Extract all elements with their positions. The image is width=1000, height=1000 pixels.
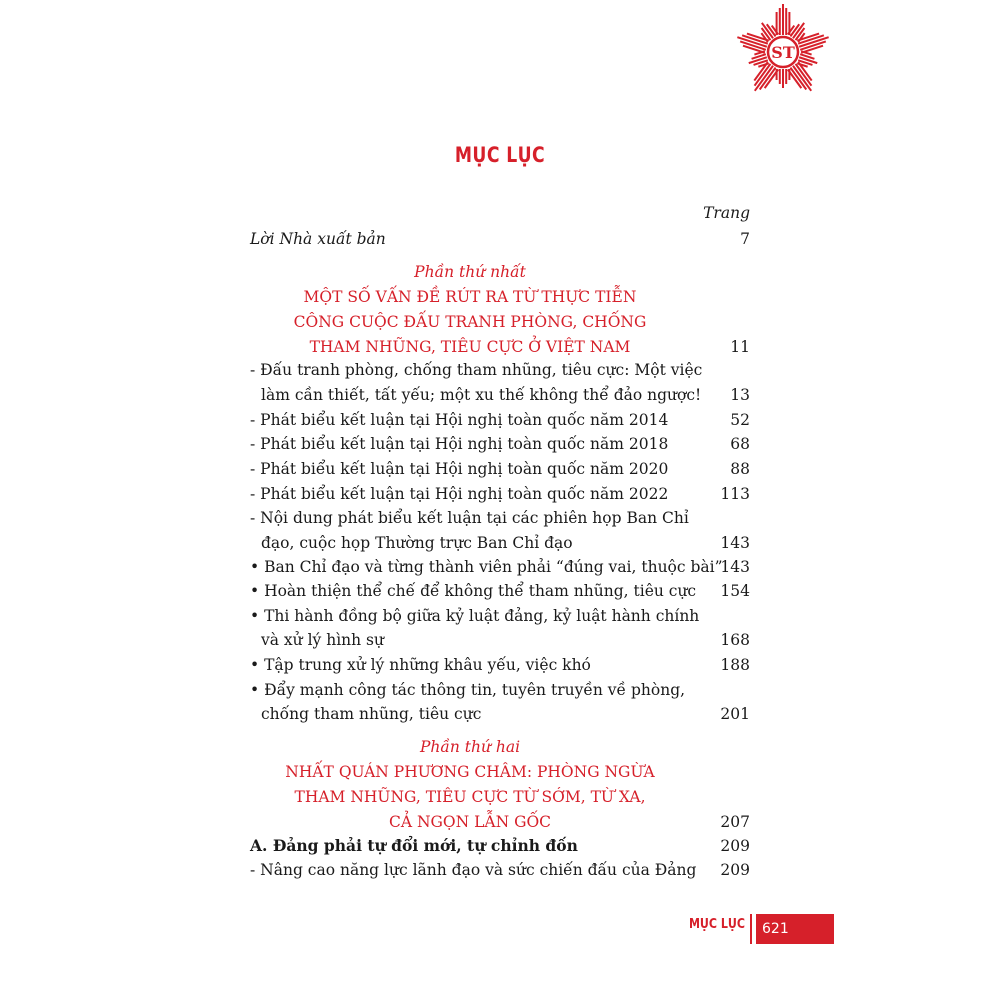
toc-entry-text: - Nội dung phát biểu kết luận tại các phiên họp Ban Chỉ	[250, 509, 689, 527]
toc-entry-page: 143	[720, 534, 750, 552]
toc-entry-page: 113	[720, 485, 750, 503]
logo-ray	[793, 66, 811, 91]
toc-entry-text: - Đấu tranh phòng, chống tham nhũng, tiêu cực: Một việc	[250, 361, 703, 379]
toc-entry-page: 143	[720, 558, 750, 576]
toc-entry-text: - Phát biểu kết luận tại Hội nghị toàn quốc năm 2020	[250, 460, 669, 478]
part-title-text: MỘT SỐ VẤN ĐỀ RÚT RA TỪ THỰC TIỄN	[303, 288, 637, 306]
footer-divider	[750, 914, 752, 944]
toc-entry-page: 207	[720, 813, 750, 831]
toc-entry-page: 88	[730, 460, 750, 478]
toc-entry-text: - Phát biểu kết luận tại Hội nghị toàn quốc năm 2018	[250, 435, 669, 453]
toc-entry-page: 188	[720, 656, 750, 674]
toc-entry-page: 154	[720, 582, 750, 600]
toc-entry-text: - Phát biểu kết luận tại Hội nghị toàn quốc năm 2014	[250, 411, 669, 429]
toc-entry-text: Lời Nhà xuất bản	[250, 230, 386, 248]
page-column-header: Trang	[703, 204, 750, 222]
toc-entry-page: 11	[730, 338, 750, 356]
page-number: 621	[762, 921, 789, 937]
part-title-text: NHẤT QUÁN PHƯƠNG CHÂM: PHÒNG NGỪA	[285, 763, 655, 781]
toc-entry-text: - Nâng cao năng lực lãnh đạo và sức chiến đấu của Đảng	[250, 861, 697, 879]
toc-entry-text: • Ban Chỉ đạo và từng thành viên phải “đúng vai, thuộc bài”	[250, 558, 723, 576]
toc-entry-page: 209	[720, 837, 750, 855]
page-title: MỤC LỤC	[454, 143, 546, 167]
toc-entry-page: 52	[730, 411, 750, 429]
toc-entry-page: 201	[720, 705, 750, 723]
page-number-badge	[756, 914, 834, 944]
toc-entry-text: làm cần thiết, tất yếu; một xu thế không thể đảo ngược!	[261, 386, 702, 404]
toc-entry-text: - Phát biểu kết luận tại Hội nghị toàn quốc năm 2022	[250, 485, 669, 503]
logo-ray	[755, 66, 773, 91]
toc-entry-text: • Đẩy mạnh công tác thông tin, tuyên truyền về phòng,	[250, 681, 686, 699]
toc-entry-page: 168	[720, 631, 750, 649]
toc-entry-page: 7	[740, 230, 750, 248]
part-title-text: CÔNG CUỘC ĐẤU TRANH PHÒNG, CHỐNG	[293, 313, 647, 331]
toc-entry-text: và xử lý hình sự	[261, 631, 384, 649]
part-title-text: THAM NHŨNG, TIÊU CỰC Ở VIỆT NAM	[309, 338, 631, 356]
toc-entry-text: • Tập trung xử lý những khâu yếu, việc khó	[250, 656, 591, 674]
part-title-text: CẢ NGỌN LẪN GỐC	[388, 813, 552, 831]
star-logo-icon	[730, 2, 836, 102]
toc-entry-text: đạo, cuộc họp Thường trực Ban Chỉ đạo	[261, 534, 573, 552]
toc-entry-page: 13	[730, 386, 750, 404]
logo-monogram: ST	[771, 43, 795, 62]
part-label: Phần thứ nhất	[414, 263, 526, 281]
toc-entry-text: chống tham nhũng, tiêu cực	[261, 705, 482, 723]
toc-entry-page: 209	[720, 861, 750, 879]
toc-entry-text: • Thi hành đồng bộ giữa kỷ luật đảng, kỷ luật hành chính	[250, 607, 700, 625]
part-title-text: THAM NHŨNG, TIÊU CỰC TỪ SỚM, TỪ XA,	[294, 788, 646, 806]
toc-entry-text: • Hoàn thiện thể chế để không thể tham nhũng, tiêu cực	[250, 582, 697, 600]
toc-entry-page: 68	[730, 435, 750, 453]
part-label: Phần thứ hai	[419, 738, 521, 756]
footer-section-label: MỤC LỤC	[688, 917, 745, 932]
toc-entry-text: A. Đảng phải tự đổi mới, tự chỉnh đốn	[250, 836, 578, 855]
